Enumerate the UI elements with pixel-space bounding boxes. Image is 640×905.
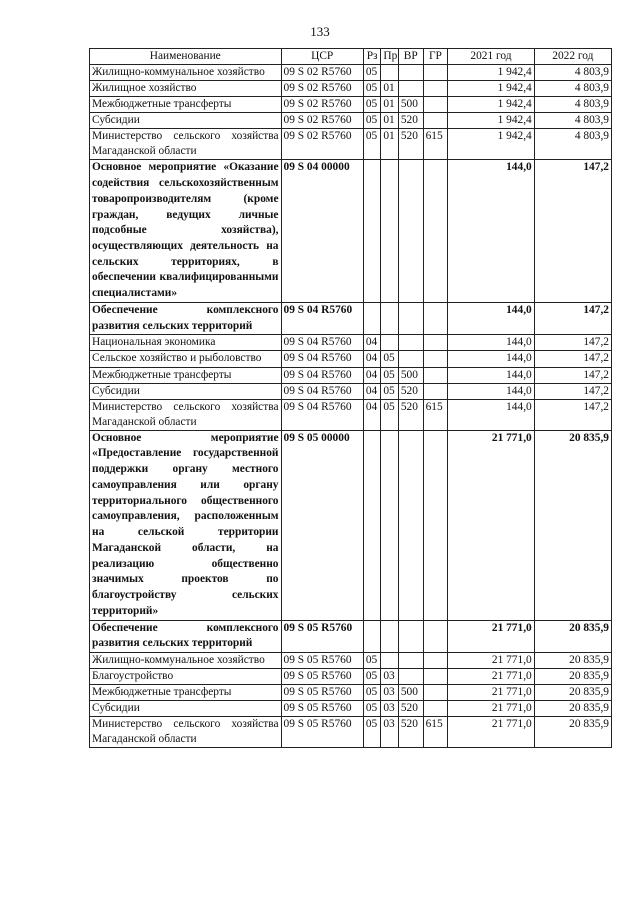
cell-2022: 20 835,9: [534, 717, 611, 748]
cell-2022: 20 835,9: [534, 620, 611, 652]
header-csr: ЦСР: [281, 49, 363, 65]
cell-2021: 1 942,4: [448, 113, 534, 129]
cell-rz: 05: [363, 65, 381, 81]
table-row: [90, 351, 612, 367]
cell-csr: 09 S 05 R5760: [281, 717, 363, 748]
cell-2021: 144,0: [448, 351, 534, 367]
cell-vr: [398, 335, 423, 351]
cell-name: Министерство сельского хозяйства Магаданской области: [90, 717, 282, 748]
cell-name: Межбюджетные трансферты: [90, 367, 282, 383]
cell-csr: 09 S 05 R5760: [281, 685, 363, 701]
cell-name: Субсидии: [90, 383, 282, 399]
cell-rz: 05: [363, 81, 381, 97]
cell-rz: 05: [363, 717, 381, 748]
cell-name: Субсидии: [90, 113, 282, 129]
cell-vr: 520: [398, 701, 423, 717]
cell-pr: [381, 620, 399, 652]
cell-pr: 05: [381, 351, 399, 367]
cell-2022: 4 803,9: [534, 97, 611, 113]
table-row: [90, 383, 612, 399]
cell-vr: [398, 302, 423, 334]
cell-gr: [423, 652, 448, 668]
table-row: [90, 65, 612, 81]
cell-gr: [423, 701, 448, 717]
cell-csr: 09 S 05 00000: [281, 430, 363, 620]
cell-pr: [381, 430, 399, 620]
cell-2021: 21 771,0: [448, 620, 534, 652]
cell-gr: [423, 685, 448, 701]
cell-2021: 21 771,0: [448, 652, 534, 668]
cell-rz: 05: [363, 701, 381, 717]
cell-2021: 21 771,0: [448, 717, 534, 748]
cell-2022: 4 803,9: [534, 129, 611, 160]
cell-2021: 144,0: [448, 383, 534, 399]
table-row: [90, 717, 612, 748]
cell-vr: 520: [398, 383, 423, 399]
cell-2022: 4 803,9: [534, 65, 611, 81]
table-row: [90, 81, 612, 97]
cell-gr: [423, 160, 448, 303]
cell-2022: 147,2: [534, 399, 611, 430]
cell-gr: [423, 383, 448, 399]
cell-name: Сельское хозяйство и рыболовство: [90, 351, 282, 367]
cell-vr: [398, 160, 423, 303]
table-header-row: [90, 49, 612, 65]
cell-rz: 05: [363, 97, 381, 113]
cell-rz: 05: [363, 669, 381, 685]
cell-2021: 21 771,0: [448, 669, 534, 685]
cell-name: Субсидии: [90, 701, 282, 717]
cell-gr: [423, 430, 448, 620]
cell-2021: 144,0: [448, 335, 534, 351]
cell-name: Министерство сельского хозяйства Магаданской области: [90, 399, 282, 430]
cell-vr: 500: [398, 367, 423, 383]
cell-2022: 147,2: [534, 160, 611, 303]
cell-rz: 04: [363, 351, 381, 367]
cell-rz: 05: [363, 685, 381, 701]
cell-2022: 4 803,9: [534, 113, 611, 129]
cell-rz: [363, 302, 381, 334]
cell-pr: 01: [381, 129, 399, 160]
cell-vr: [398, 65, 423, 81]
cell-2021: 144,0: [448, 399, 534, 430]
cell-csr: 09 S 02 R5760: [281, 97, 363, 113]
table-row: [90, 701, 612, 717]
cell-pr: [381, 160, 399, 303]
cell-2022: 20 835,9: [534, 430, 611, 620]
cell-gr: [423, 81, 448, 97]
cell-csr: 09 S 02 R5760: [281, 65, 363, 81]
cell-rz: [363, 620, 381, 652]
table-row: [90, 302, 612, 334]
cell-pr: 05: [381, 383, 399, 399]
table-row: [90, 97, 612, 113]
cell-csr: 09 S 04 R5760: [281, 302, 363, 334]
cell-vr: 500: [398, 97, 423, 113]
cell-csr: 09 S 02 R5760: [281, 129, 363, 160]
cell-csr: 09 S 04 R5760: [281, 351, 363, 367]
cell-csr: 09 S 05 R5760: [281, 620, 363, 652]
cell-vr: 520: [398, 399, 423, 430]
cell-2021: 21 771,0: [448, 701, 534, 717]
cell-name: Обеспечение комплексного развития сельских территорий: [90, 620, 282, 652]
cell-name: Основное мероприятие «Предоставление государственной поддержки органу местного самоуправления или органу территориального общественного самоуправления, расположенным на сельской территории Магаданской области, на реализацию общественно значимых проектов по благоустройству сельских территорий»: [90, 430, 282, 620]
table-row: [90, 652, 612, 668]
cell-csr: 09 S 05 R5760: [281, 652, 363, 668]
cell-name: Жилищно-коммунальное хозяйство: [90, 65, 282, 81]
cell-2022: 20 835,9: [534, 685, 611, 701]
cell-2022: 147,2: [534, 383, 611, 399]
cell-vr: [398, 620, 423, 652]
cell-pr: 03: [381, 669, 399, 685]
header-2021: 2021 год: [448, 49, 534, 65]
cell-name: Благоустройство: [90, 669, 282, 685]
cell-rz: 04: [363, 383, 381, 399]
cell-pr: 05: [381, 367, 399, 383]
cell-gr: [423, 97, 448, 113]
cell-vr: [398, 81, 423, 97]
cell-2021: 21 771,0: [448, 430, 534, 620]
header-vr: ВР: [398, 49, 423, 65]
cell-2021: 21 771,0: [448, 685, 534, 701]
cell-rz: 04: [363, 399, 381, 430]
table-row: [90, 160, 612, 303]
cell-2022: 20 835,9: [534, 669, 611, 685]
cell-name: Обеспечение комплексного развития сельских территорий: [90, 302, 282, 334]
cell-2022: 147,2: [534, 335, 611, 351]
cell-csr: 09 S 05 R5760: [281, 669, 363, 685]
cell-2021: 144,0: [448, 302, 534, 334]
cell-name: Межбюджетные трансферты: [90, 97, 282, 113]
table-row: [90, 430, 612, 620]
cell-2021: 144,0: [448, 367, 534, 383]
cell-name: Национальная экономика: [90, 335, 282, 351]
cell-csr: 09 S 04 R5760: [281, 399, 363, 430]
cell-vr: 500: [398, 685, 423, 701]
cell-vr: [398, 430, 423, 620]
cell-pr: 05: [381, 399, 399, 430]
cell-csr: 09 S 04 R5760: [281, 367, 363, 383]
cell-pr: 01: [381, 97, 399, 113]
cell-csr: 09 S 04 R5760: [281, 335, 363, 351]
cell-2021: 1 942,4: [448, 97, 534, 113]
page-number: 133: [310, 24, 330, 39]
cell-rz: 05: [363, 652, 381, 668]
table-row: [90, 367, 612, 383]
header-2022: 2022 год: [534, 49, 611, 65]
cell-rz: 04: [363, 335, 381, 351]
cell-rz: 04: [363, 367, 381, 383]
cell-gr: [423, 113, 448, 129]
cell-gr: 615: [423, 399, 448, 430]
cell-gr: [423, 335, 448, 351]
cell-pr: 01: [381, 81, 399, 97]
header-rz: Рз: [363, 49, 381, 65]
cell-pr: [381, 65, 399, 81]
cell-name: Основное мероприятие «Оказание содействия сельскохозяйственным товаропроизводителям (кроме граждан, ведущих личные подсобные хозяйства), осуществляющих деятельность на сельских территориях, в обеспечении квалифицированными специалистами»: [90, 160, 282, 303]
cell-gr: [423, 302, 448, 334]
cell-2022: 20 835,9: [534, 652, 611, 668]
table-row: [90, 669, 612, 685]
cell-name: Жилищное хозяйство: [90, 81, 282, 97]
cell-2021: 144,0: [448, 160, 534, 303]
cell-vr: [398, 351, 423, 367]
header-gr: ГР: [423, 49, 448, 65]
cell-gr: [423, 367, 448, 383]
cell-gr: [423, 620, 448, 652]
table-row: [90, 113, 612, 129]
cell-2022: 4 803,9: [534, 81, 611, 97]
cell-vr: 520: [398, 113, 423, 129]
table-row: [90, 129, 612, 160]
budget-table: [89, 48, 612, 748]
cell-vr: 520: [398, 717, 423, 748]
cell-gr: [423, 65, 448, 81]
cell-pr: [381, 302, 399, 334]
table-row: [90, 620, 612, 652]
cell-name: Межбюджетные трансферты: [90, 685, 282, 701]
cell-csr: 09 S 02 R5760: [281, 81, 363, 97]
cell-2022: 20 835,9: [534, 701, 611, 717]
cell-name: Министерство сельского хозяйства Магаданской области: [90, 129, 282, 160]
cell-gr: 615: [423, 717, 448, 748]
cell-vr: [398, 652, 423, 668]
table-row: [90, 399, 612, 430]
cell-pr: 03: [381, 701, 399, 717]
header-pr: Пр: [381, 49, 399, 65]
cell-csr: 09 S 05 R5760: [281, 701, 363, 717]
cell-name: Жилищно-коммунальное хозяйство: [90, 652, 282, 668]
cell-rz: 05: [363, 129, 381, 160]
cell-2022: 147,2: [534, 351, 611, 367]
cell-rz: [363, 160, 381, 303]
cell-2021: 1 942,4: [448, 129, 534, 160]
cell-gr: [423, 351, 448, 367]
cell-vr: 520: [398, 129, 423, 160]
cell-pr: [381, 652, 399, 668]
table-row: [90, 685, 612, 701]
cell-rz: 05: [363, 113, 381, 129]
cell-csr: 09 S 04 00000: [281, 160, 363, 303]
cell-2021: 1 942,4: [448, 65, 534, 81]
table-row: [90, 335, 612, 351]
cell-2022: 147,2: [534, 367, 611, 383]
cell-vr: [398, 669, 423, 685]
header-name: Наименование: [90, 49, 282, 65]
cell-pr: 03: [381, 717, 399, 748]
cell-gr: 615: [423, 129, 448, 160]
cell-gr: [423, 669, 448, 685]
cell-2022: 147,2: [534, 302, 611, 334]
cell-csr: 09 S 04 R5760: [281, 383, 363, 399]
cell-pr: 01: [381, 113, 399, 129]
cell-2021: 1 942,4: [448, 81, 534, 97]
cell-csr: 09 S 02 R5760: [281, 113, 363, 129]
cell-rz: [363, 430, 381, 620]
cell-pr: 03: [381, 685, 399, 701]
cell-pr: [381, 335, 399, 351]
